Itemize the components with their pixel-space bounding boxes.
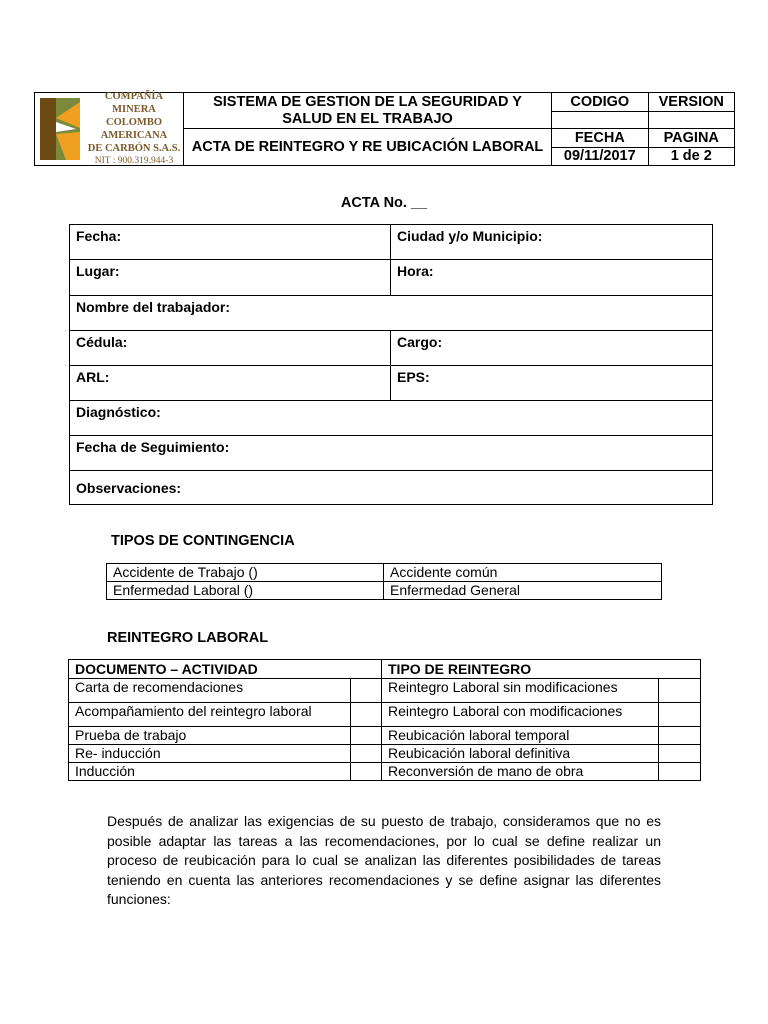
tipo-cell: Reubicación laboral definitiva bbox=[382, 745, 659, 763]
ciudad-field[interactable]: Ciudad y/o Municipio: bbox=[391, 225, 713, 260]
contingencia-table bbox=[106, 563, 662, 600]
worker-info-form bbox=[69, 224, 713, 505]
contingencia-cell[interactable]: Enfermedad General bbox=[384, 582, 662, 600]
tipo-cell: Reintegro Laboral sin modificaciones bbox=[382, 679, 659, 703]
document-title: ACTA DE REINTEGRO Y RE UBICACIÓN LABORAL bbox=[183, 129, 551, 166]
contingencia-cell[interactable]: Accidente de Trabajo () bbox=[107, 564, 384, 582]
company-name: COMPAÑÍA MINERA COLOMBO AMERICANA DE CARBÓN S.A.S. NIT : 900.319.944-3 bbox=[87, 91, 181, 166]
fecha-value: 09/11/2017 bbox=[552, 148, 648, 166]
checkbox-cell[interactable] bbox=[659, 763, 701, 781]
checkbox-cell[interactable] bbox=[659, 679, 701, 703]
documento-cell: Inducción bbox=[69, 763, 351, 781]
codigo-label: CODIGO bbox=[552, 93, 648, 112]
contingencia-cell[interactable]: Accidente común bbox=[384, 564, 662, 582]
system-title: SISTEMA DE GESTION DE LA SEGURIDAD Y SALUD EN EL TRABAJO bbox=[183, 93, 551, 129]
reintegro-table bbox=[68, 659, 701, 781]
acta-title: ACTA No. __ bbox=[340, 195, 428, 211]
fecha-seguimiento-field[interactable]: Fecha de Seguimiento: bbox=[70, 436, 713, 471]
checkbox-cell[interactable] bbox=[659, 745, 701, 763]
checkbox-cell[interactable] bbox=[351, 727, 382, 745]
company-logo-cell bbox=[35, 93, 184, 166]
cargo-field[interactable]: Cargo: bbox=[391, 331, 713, 366]
documento-cell: Carta de recomendaciones bbox=[69, 679, 351, 703]
col-documento-actividad: DOCUMENTO – ACTIVIDAD bbox=[69, 660, 382, 679]
fecha-label: FECHA bbox=[552, 129, 648, 148]
diagnostico-field[interactable]: Diagnóstico: bbox=[70, 401, 713, 436]
arl-field[interactable]: ARL: bbox=[70, 366, 391, 401]
tipo-cell: Reconversión de mano de obra bbox=[382, 763, 659, 781]
codigo-value bbox=[552, 112, 648, 129]
fecha-field[interactable]: Fecha: bbox=[70, 225, 391, 260]
company-logo-icon bbox=[40, 98, 80, 160]
eps-field[interactable]: EPS: bbox=[391, 366, 713, 401]
body-paragraph: Después de analizar las exigencias de su puesto de trabajo, consideramos que no es posible adaptar las tareas a las recomendaciones, por lo cual se define realizar un proceso de reubicación para lo cual se analizan las diferentes posibilidades de tareas teniendo en cuenta las anteriores recomendaciones y se define asignar las diferentes funciones: bbox=[107, 813, 661, 907]
checkbox-cell[interactable] bbox=[351, 745, 382, 763]
version-value bbox=[648, 112, 735, 129]
checkbox-cell[interactable] bbox=[659, 727, 701, 745]
documento-cell: Re- inducción bbox=[69, 745, 351, 763]
nombre-trabajador-field[interactable]: Nombre del trabajador: bbox=[70, 296, 713, 331]
documento-cell: Prueba de trabajo bbox=[69, 727, 351, 745]
tipo-cell: Reubicación laboral temporal bbox=[382, 727, 659, 745]
pagina-value: 1 de 2 bbox=[648, 148, 735, 166]
checkbox-cell[interactable] bbox=[659, 703, 701, 727]
hora-field[interactable]: Hora: bbox=[391, 260, 713, 296]
col-tipo-reintegro: TIPO DE REINTEGRO bbox=[382, 660, 701, 679]
contingencia-cell[interactable]: Enfermedad Laboral () bbox=[107, 582, 384, 600]
documento-cell: Acompañamiento del reintegro laboral bbox=[69, 703, 351, 727]
cedula-field[interactable]: Cédula: bbox=[70, 331, 391, 366]
pagina-label: PAGINA bbox=[648, 129, 735, 148]
reintegro-title: REINTEGRO LABORAL bbox=[107, 630, 269, 646]
checkbox-cell[interactable] bbox=[351, 763, 382, 781]
observaciones-field[interactable]: Observaciones: bbox=[70, 471, 713, 505]
checkbox-cell[interactable] bbox=[351, 703, 382, 727]
checkbox-cell[interactable] bbox=[351, 679, 382, 703]
version-label: VERSION bbox=[648, 93, 735, 112]
tipo-cell: Reintegro Laboral con modificaciones bbox=[382, 703, 659, 727]
contingencia-title: TIPOS DE CONTINGENCIA bbox=[111, 533, 295, 549]
document-header bbox=[34, 92, 735, 166]
lugar-field[interactable]: Lugar: bbox=[70, 260, 391, 296]
